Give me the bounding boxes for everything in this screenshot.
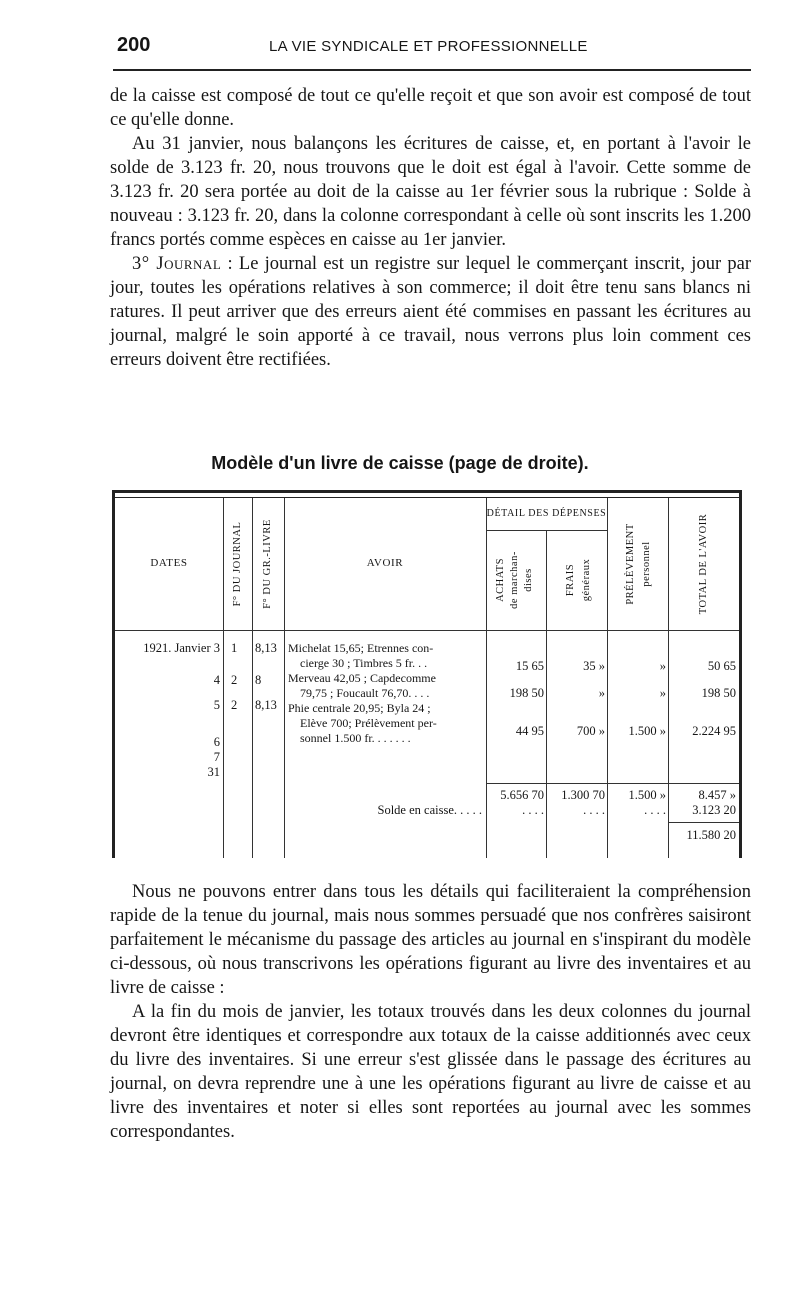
date-cell: 5 (213, 698, 220, 712)
folio-journal-cell: 2 (231, 698, 238, 712)
date-cell: 31 (207, 765, 220, 779)
header-avoir: AVOIR (366, 557, 404, 569)
prelevement-cell: 1.500 » (628, 788, 666, 802)
header-achats: de marchan- (509, 551, 520, 609)
table-caption: Modèle d'un livre de caisse (page de droite). (211, 453, 589, 473)
achats-cell: . . . . (522, 803, 544, 817)
header-frais: généraux (581, 558, 592, 602)
column-rule (284, 498, 285, 858)
page-number: 200 (117, 34, 151, 56)
total-cell: 2.224 95 (692, 724, 736, 738)
running-title: LA VIE SYNDICALE ET PROFESSIONNELLE (269, 38, 588, 55)
header-dates: DATES (150, 557, 188, 569)
header-detail-depenses: DÉTAIL DES DÉPENSES (486, 508, 607, 519)
journal-text: : Le journal est un registre sur lequel le commerçant inscrit, jour par jour, toutes les opérations relatives à son commerce; il doit être tenu sans blancs ni ratures. Il peut arriver que des erreurs aient été commises en passant les écritures au journal, malgré le soin apporté à ce travail, nous verrons plus loin comment ces erreurs doivent être rectifiées. (110, 254, 751, 370)
table-top-rule (112, 490, 742, 493)
header-total-avoir: TOTAL DE L'AVOIR (698, 513, 709, 615)
cash-book-table (112, 490, 742, 858)
page-header (117, 34, 750, 56)
header-prelevement: PRÉLÈVEMENT (625, 523, 636, 605)
grand-total-cell: 11.580 20 (686, 828, 736, 842)
column-rule (607, 498, 608, 858)
avoir-line: 79,75 ; Foucault 76,70. . . . (300, 686, 430, 700)
avoir-line: sonnel 1.500 fr. . . . . . . (300, 731, 411, 745)
column-rule (223, 498, 224, 858)
paragraph-balance: Au 31 janvier, nous balançons les écritures de caisse, et, en portant à l'avoir le solde de 3.123 fr. 20, nous trouvons que le doit est égal à l'avoir. Cette somme de 3.123 fr. 20 sera portée au doit de la caisse au 1er février sous la rubrique : Solde à nouveau : 3.123 fr. 20, dans la colonne correspondant à celle où sont inscrits les 1.200 francs portés comme espèces en caisse au 1er janvier. (110, 134, 751, 250)
header-folio-journal: F° DU JOURNAL (232, 521, 243, 607)
frais-cell: 700 » (576, 724, 605, 738)
folio-journal-cell: 2 (231, 673, 238, 687)
prelevement-cell: . . . . (644, 803, 666, 817)
solde-label: Solde en caisse. . . . . (377, 803, 482, 817)
paragraph-month-end: A la fin du mois de janvier, les totaux trouvés dans les deux colonnes du journal devront être identiques et correspondre aux totaux de la caisse additionnés avec ceux du livre des inventaires. Si une erreur s'est glissée dans le passage des écritures au journal, on devra reprendre une à une les opérations figurant au livre de caisse et au livre des inventaires et noter si elles sont reportées au journal avec les sommes correspondantes. (110, 1002, 751, 1142)
frais-cell: 1.300 70 (561, 788, 605, 802)
header-folio-grand-livre: F° DU GR.-LIVRE (262, 519, 273, 609)
total-cell: 50 65 (707, 659, 736, 673)
column-rule (668, 498, 669, 858)
top-text (110, 84, 751, 372)
achats-cell: 198 50 (509, 686, 544, 700)
achats-cell: 44 95 (515, 724, 544, 738)
bottom-text (110, 880, 751, 1144)
total-rule (668, 822, 739, 823)
prelevement-cell: » (659, 659, 666, 673)
total-cell: 198 50 (701, 686, 736, 700)
header-achats: ACHATS (495, 558, 506, 602)
avoir-line: Phie centrale 20,95; Byla 24 ; (288, 701, 431, 715)
total-cell: 3.123 20 (692, 803, 736, 817)
column-rule (546, 530, 547, 858)
table-left-border (112, 490, 115, 858)
folio-grand-livre-cell: 8,13 (255, 641, 277, 655)
folio-grand-livre-cell: 8 (255, 673, 262, 687)
header-achats: dises (523, 568, 534, 592)
paragraph-caisse-composition: de la caisse est composé de tout ce qu'elle reçoit et que son avoir est composé de tout ce qu'elle donne. (110, 86, 751, 130)
date-cell: 7 (213, 750, 220, 764)
table-right-border (739, 490, 742, 858)
prelevement-cell: 1.500 » (628, 724, 666, 738)
column-rule (486, 498, 487, 858)
column-rule (252, 498, 253, 858)
avoir-line: cierge 30 ; Timbres 5 fr. . . (300, 656, 428, 670)
frais-cell: 35 » (583, 659, 605, 673)
folio-grand-livre-cell: 8,13 (255, 698, 277, 712)
header-frais: FRAIS (565, 563, 576, 597)
table-top-rule-thin (112, 497, 742, 498)
date-cell: 6 (213, 735, 220, 749)
prelevement-cell: » (659, 686, 666, 700)
header-prelevement: personnel (641, 541, 652, 587)
avoir-line: Michelat 15,65; Etrennes con- (288, 641, 434, 655)
date-cell: 1921. Janvier 3 (143, 641, 220, 655)
date-cell: 4 (213, 673, 220, 687)
achats-cell: 5.656 70 (500, 788, 544, 802)
avoir-line: Elève 700; Prélèvement per- (300, 716, 437, 730)
subtotal-rule (486, 783, 739, 784)
header-rule (113, 69, 751, 71)
header-bottom-rule (115, 630, 739, 631)
frais-cell: . . . . (583, 803, 605, 817)
achats-cell: 15 65 (515, 659, 544, 673)
avoir-line: Merveau 42,05 ; Capdecomme (288, 671, 436, 685)
paragraph-journal-details: Nous ne pouvons entrer dans tous les détails qui faciliteraient la compréhension rapide de la tenue du journal, mais nous sommes persuadé que nos confrères saisiront parfaitement le mécanisme du passage des articles au journal en s'inspirant du modèle ci-dessous, où nous transcrivons les opérations figurant au livre des inventaires et au livre de caisse : (110, 882, 751, 998)
total-cell: 8.457 » (698, 788, 736, 802)
folio-journal-cell: 1 (231, 641, 238, 655)
paragraph-journal (110, 252, 751, 372)
journal-heading: 3° Journal (132, 254, 222, 274)
frais-cell: » (598, 686, 605, 700)
